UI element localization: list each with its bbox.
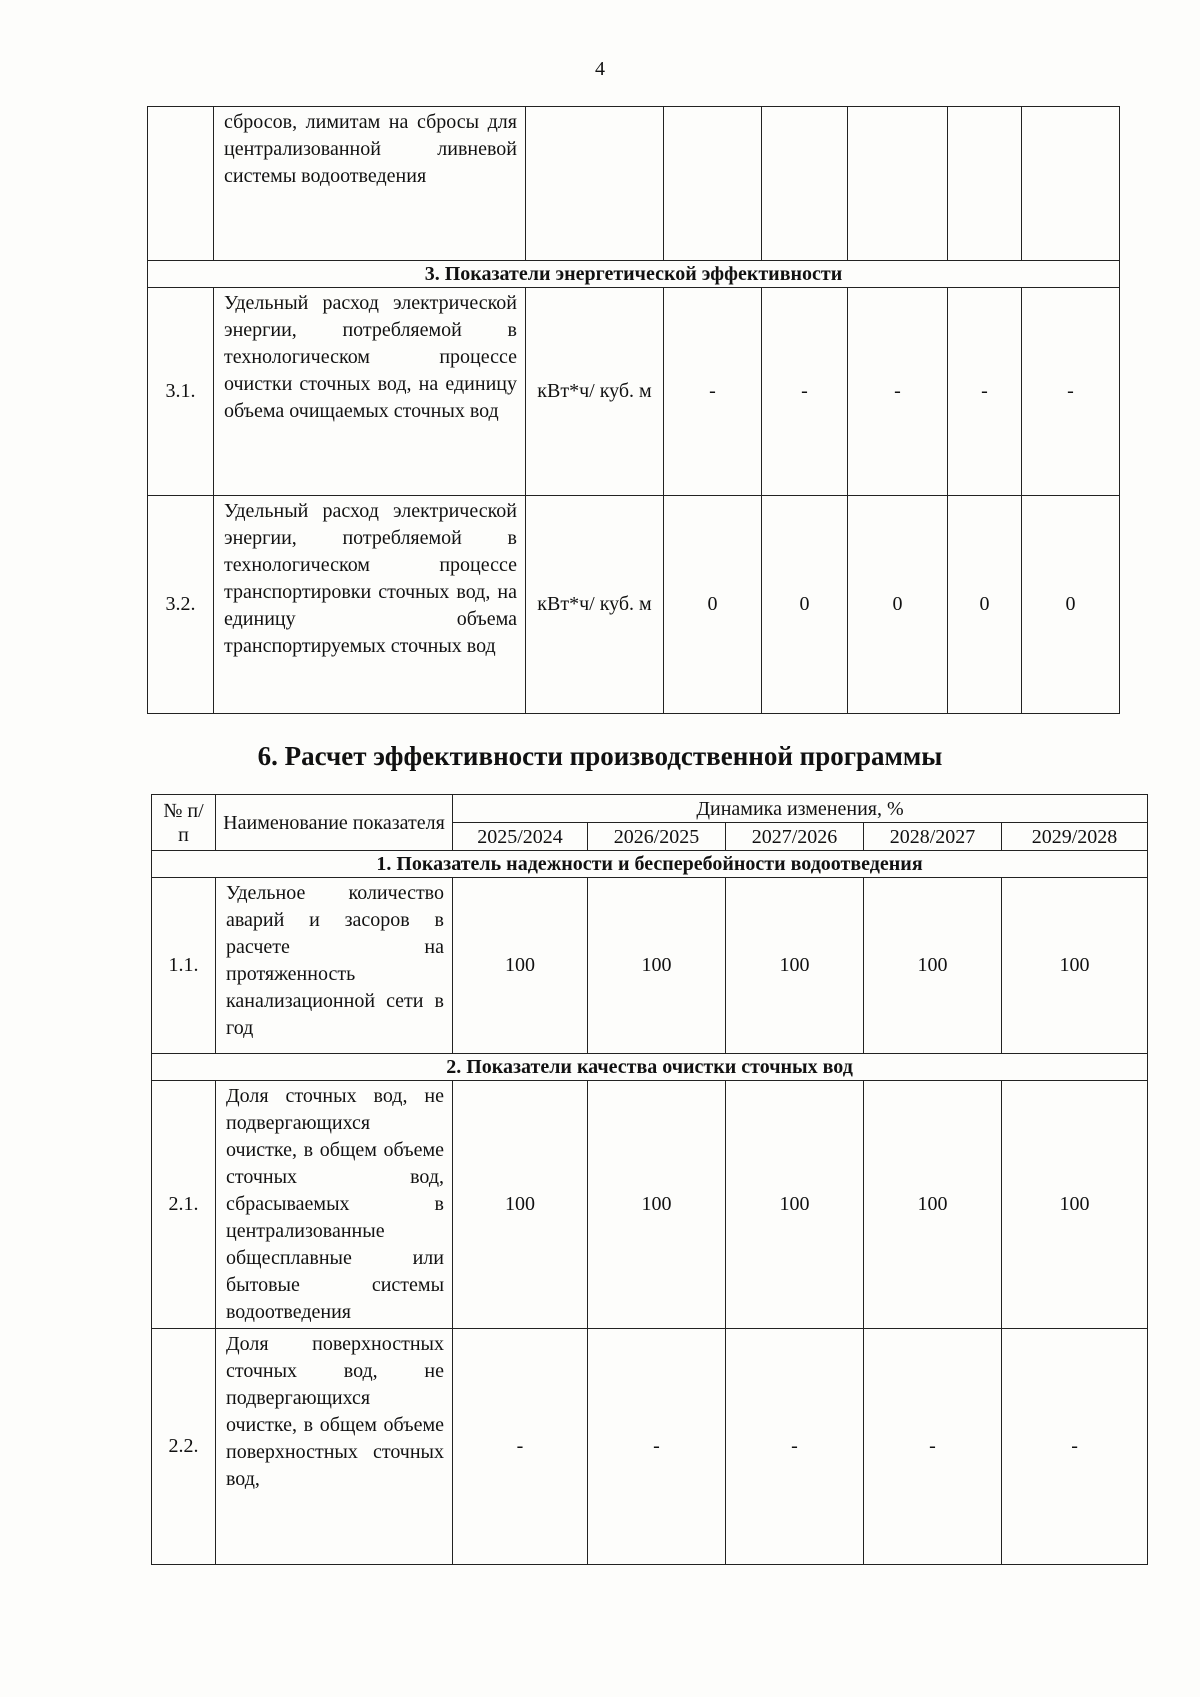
table-row	[148, 496, 1120, 714]
value-cell: -	[864, 1329, 1002, 1565]
section-title: 1. Показатель надежности и бесперебойности водоотведения	[152, 851, 1148, 878]
value-cell: 100	[453, 1081, 588, 1329]
value-cell: 100	[588, 878, 726, 1054]
column-header-name: Наименование показателя	[216, 795, 453, 851]
column-header-year: 2029/2028	[1002, 823, 1148, 851]
indicator-name: Удельный расход электрической энергии, потребляемой в технологическом процессе транспортировки сточных вод, на единицу объема транспортируемых сточных вод	[214, 496, 526, 714]
unit: кВт*ч/ куб. м	[526, 496, 664, 714]
value-cell: 0	[762, 496, 848, 714]
row-number: 2.1.	[152, 1081, 216, 1329]
indicator-name: Удельный расход электрической энергии, потребляемой в технологическом процессе очистки сточных вод, на единицу объема очищаемых сточных вод	[214, 288, 526, 496]
table-row	[148, 288, 1120, 496]
value-cell: 100	[864, 878, 1002, 1054]
table-row	[152, 1081, 1148, 1329]
value-cell	[948, 107, 1022, 261]
table-row	[152, 1329, 1148, 1565]
value-cell: 0	[948, 496, 1022, 714]
value-cell: -	[762, 288, 848, 496]
value-cell	[848, 107, 948, 261]
value-cell: 100	[864, 1081, 1002, 1329]
value-cell: 100	[726, 878, 864, 1054]
unit: кВт*ч/ куб. м	[526, 288, 664, 496]
column-header-year: 2026/2025	[588, 823, 726, 851]
indicator-name-cell: сбросов, лимитам на сбросы для централизованной ливневой системы водоотведения	[214, 107, 526, 261]
column-header-year: 2027/2026	[726, 823, 864, 851]
section-row	[148, 261, 1120, 288]
indicator-name: Доля поверхностных сточных вод, не подвергающихся очистке, в общем объеме поверхностных сточных вод,	[216, 1329, 453, 1565]
value-cell: 100	[1002, 878, 1148, 1054]
row-number: 1.1.	[152, 878, 216, 1054]
page-number: 4	[595, 58, 605, 80]
row-number: 2.2.	[152, 1329, 216, 1565]
indicator-name: Удельное количество аварий и засоров в расчете на протяженность канализационной сети в год	[216, 878, 453, 1054]
table-row	[148, 107, 1120, 261]
value-cell: 100	[453, 878, 588, 1054]
section-title: 3. Показатели энергетической эффективности	[148, 261, 1120, 288]
value-cell	[762, 107, 848, 261]
value-cell: -	[726, 1329, 864, 1565]
unit-cell	[526, 107, 664, 261]
section-row	[152, 851, 1148, 878]
energy-efficiency-table	[147, 106, 1120, 714]
row-number: 3.2.	[148, 496, 214, 714]
value-cell: -	[664, 288, 762, 496]
value-cell: 100	[1002, 1081, 1148, 1329]
row-number-cell	[148, 107, 214, 261]
column-header-year: 2028/2027	[864, 823, 1002, 851]
indicator-name: Доля сточных вод, не подвергающихся очистке, в общем объеме сточных вод, сбрасываемых в централизованные общесплавные или бытовые системы водоотведения	[216, 1081, 453, 1329]
value-cell	[1022, 107, 1120, 261]
value-cell: 0	[1022, 496, 1120, 714]
value-cell: 0	[664, 496, 762, 714]
value-cell	[664, 107, 762, 261]
value-cell: 100	[588, 1081, 726, 1329]
value-cell: 100	[726, 1081, 864, 1329]
table-row	[152, 878, 1148, 1054]
column-header-year: 2025/2024	[453, 823, 588, 851]
value-cell: -	[848, 288, 948, 496]
row-number: 3.1.	[148, 288, 214, 496]
section-row	[152, 1054, 1148, 1081]
section-6-title: 6. Расчет эффективности производственной программы	[257, 741, 943, 771]
header-row	[152, 795, 1148, 823]
section-title: 2. Показатели качества очистки сточных вод	[152, 1054, 1148, 1081]
value-cell: -	[948, 288, 1022, 496]
value-cell: -	[588, 1329, 726, 1565]
value-cell: -	[1002, 1329, 1148, 1565]
efficiency-calculation-table	[151, 794, 1148, 1565]
value-cell: -	[1022, 288, 1120, 496]
value-cell: -	[453, 1329, 588, 1565]
column-header-dynamics: Динамика изменения, %	[453, 795, 1148, 823]
value-cell: 0	[848, 496, 948, 714]
column-header-number: № п/п	[152, 795, 216, 851]
